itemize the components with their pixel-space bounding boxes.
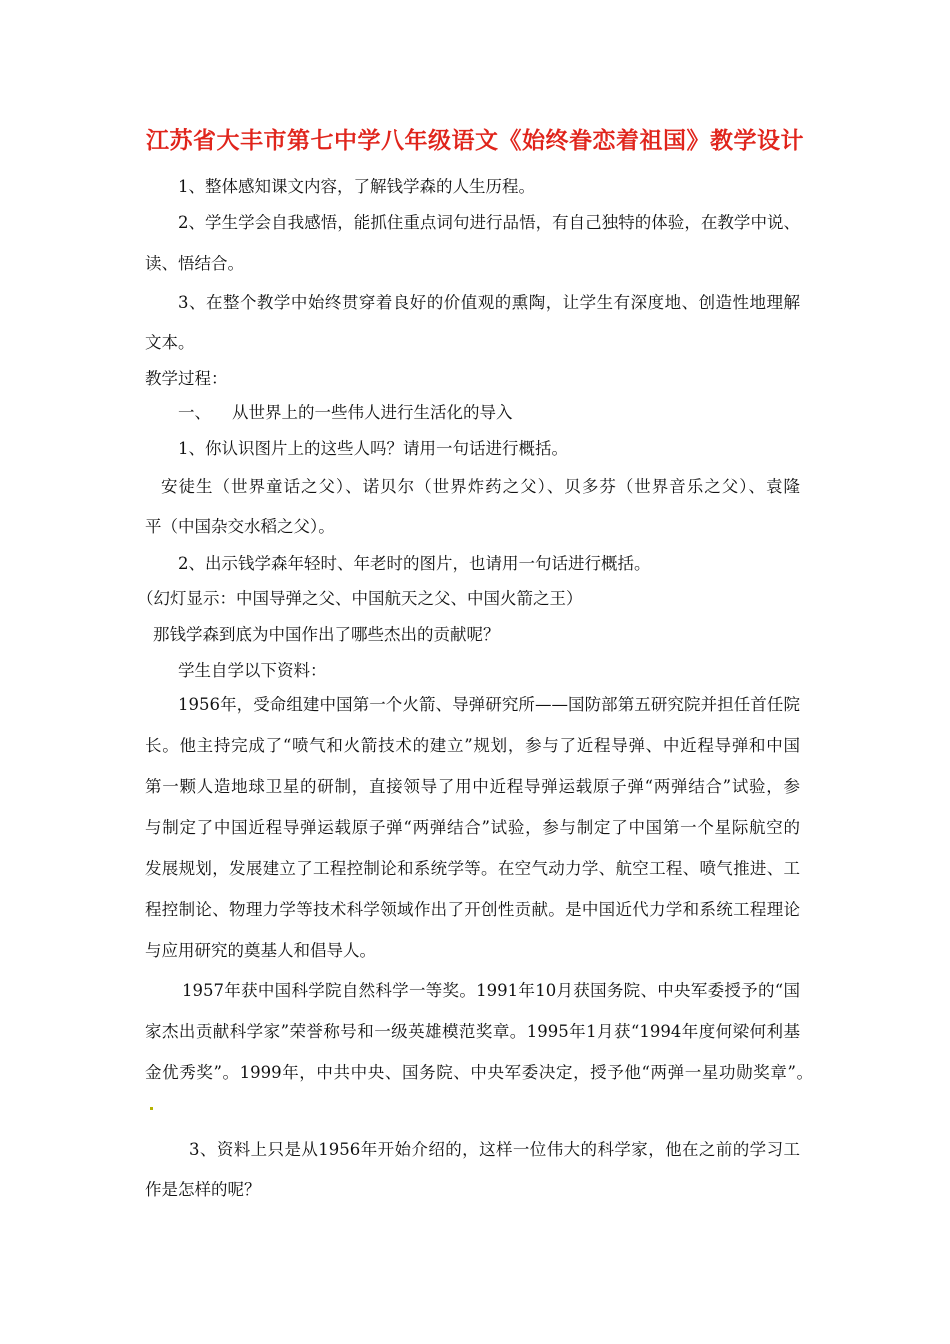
question-3-line-1: 3、资料上只是从1956年开始介绍的，这样一位伟大的科学家，他在之前的学习工 [189,1140,800,1159]
material-p2-line-2: 家杰出贡献科学家”荣誉称号和一级英雄模范奖章。1995年1月获“1994年度何梁何利基 [145,1022,800,1041]
question-2: 2、出示钱学森年轻时、年老时的图片，也请用一句话进行概括。 [178,554,651,573]
slide-note: （幻灯显示：中国导弹之父、中国航天之父、中国火箭之王） [137,589,583,608]
material-p1-line-7: 与应用研究的奠基人和倡导人。 [145,941,376,960]
self-study-label: 学生自学以下资料： [178,661,327,680]
material-p2-line-1: 1957年获中国科学院自然科学一等奖。1991年10月获国务院、中央军委授予的“国 [182,981,800,1000]
material-p1-line-4: 与制定了中国近程导弹运载原子弹“两弹结合”试验，参与制定了中国第一个星际航空的 [145,818,800,837]
material-p1-line-2: 长。他主持完成了“喷气和火箭技术的建立”规划，参与了近程导弹、中近程导弹和中国 [145,736,800,755]
question-contribution: 那钱学森到底为中国作出了哪些杰出的贡献呢？ [153,625,500,644]
question-3-line-2: 作是怎样的呢？ [145,1180,261,1199]
question-1: 1、你认识图片上的这些人吗？请用一句话进行概括。 [178,439,568,458]
objective-3-line-2: 文本。 [145,333,195,352]
material-p1-line-1: 1956年，受命组建中国第一个火箭、导弹研究所——国防部第五研究院并担任首任院 [178,695,800,714]
objective-1: 1、整体感知课文内容，了解钱学森的人生历程。 [178,177,535,196]
material-p1-line-5: 发展规划，发展建立了工程控制论和系统学等。在空气动力学、航空工程、喷气推进、工 [145,859,800,878]
step-1-heading: 一、 从世界上的一些伟人进行生活化的导入 [178,403,513,422]
material-p1-line-3: 第一颗人造地球卫星的研制，直接领导了用中近程导弹运载原子弹“两弹结合”试验，参 [145,777,800,796]
objective-2-line-1: 2、学生学会自我感悟，能抓住重点词句进行品悟，有自己独特的体验，在教学中说、 [178,213,800,232]
material-p1-line-6: 程控制论、物理力学等技术科学领域作出了开创性贡献。是中国近代力学和系统工程理论 [145,900,800,919]
answer-1-line-1: 安徒生（世界童话之父）、诺贝尔（世界炸药之父）、贝多芬（世界音乐之父）、袁隆 [161,477,800,496]
objective-2-line-2: 读、悟结合。 [145,254,244,273]
stray-mark [150,1107,153,1110]
answer-1-line-2: 平（中国杂交水稻之父）。 [145,517,335,536]
material-p2-line-3: 金优秀奖”。1999年，中共中央、国务院、中央军委决定，授予他“两弹一星功勋奖章”。 [145,1063,813,1082]
objective-3-line-1: 3、在整个教学中始终贯穿着良好的价值观的熏陶，让学生有深度地、创造性地理解 [178,293,800,312]
section-heading-process: 教学过程： [145,369,228,388]
document-title: 江苏省大丰市第七中学八年级语文《始终眷恋着祖国》教学设计 [146,128,804,154]
